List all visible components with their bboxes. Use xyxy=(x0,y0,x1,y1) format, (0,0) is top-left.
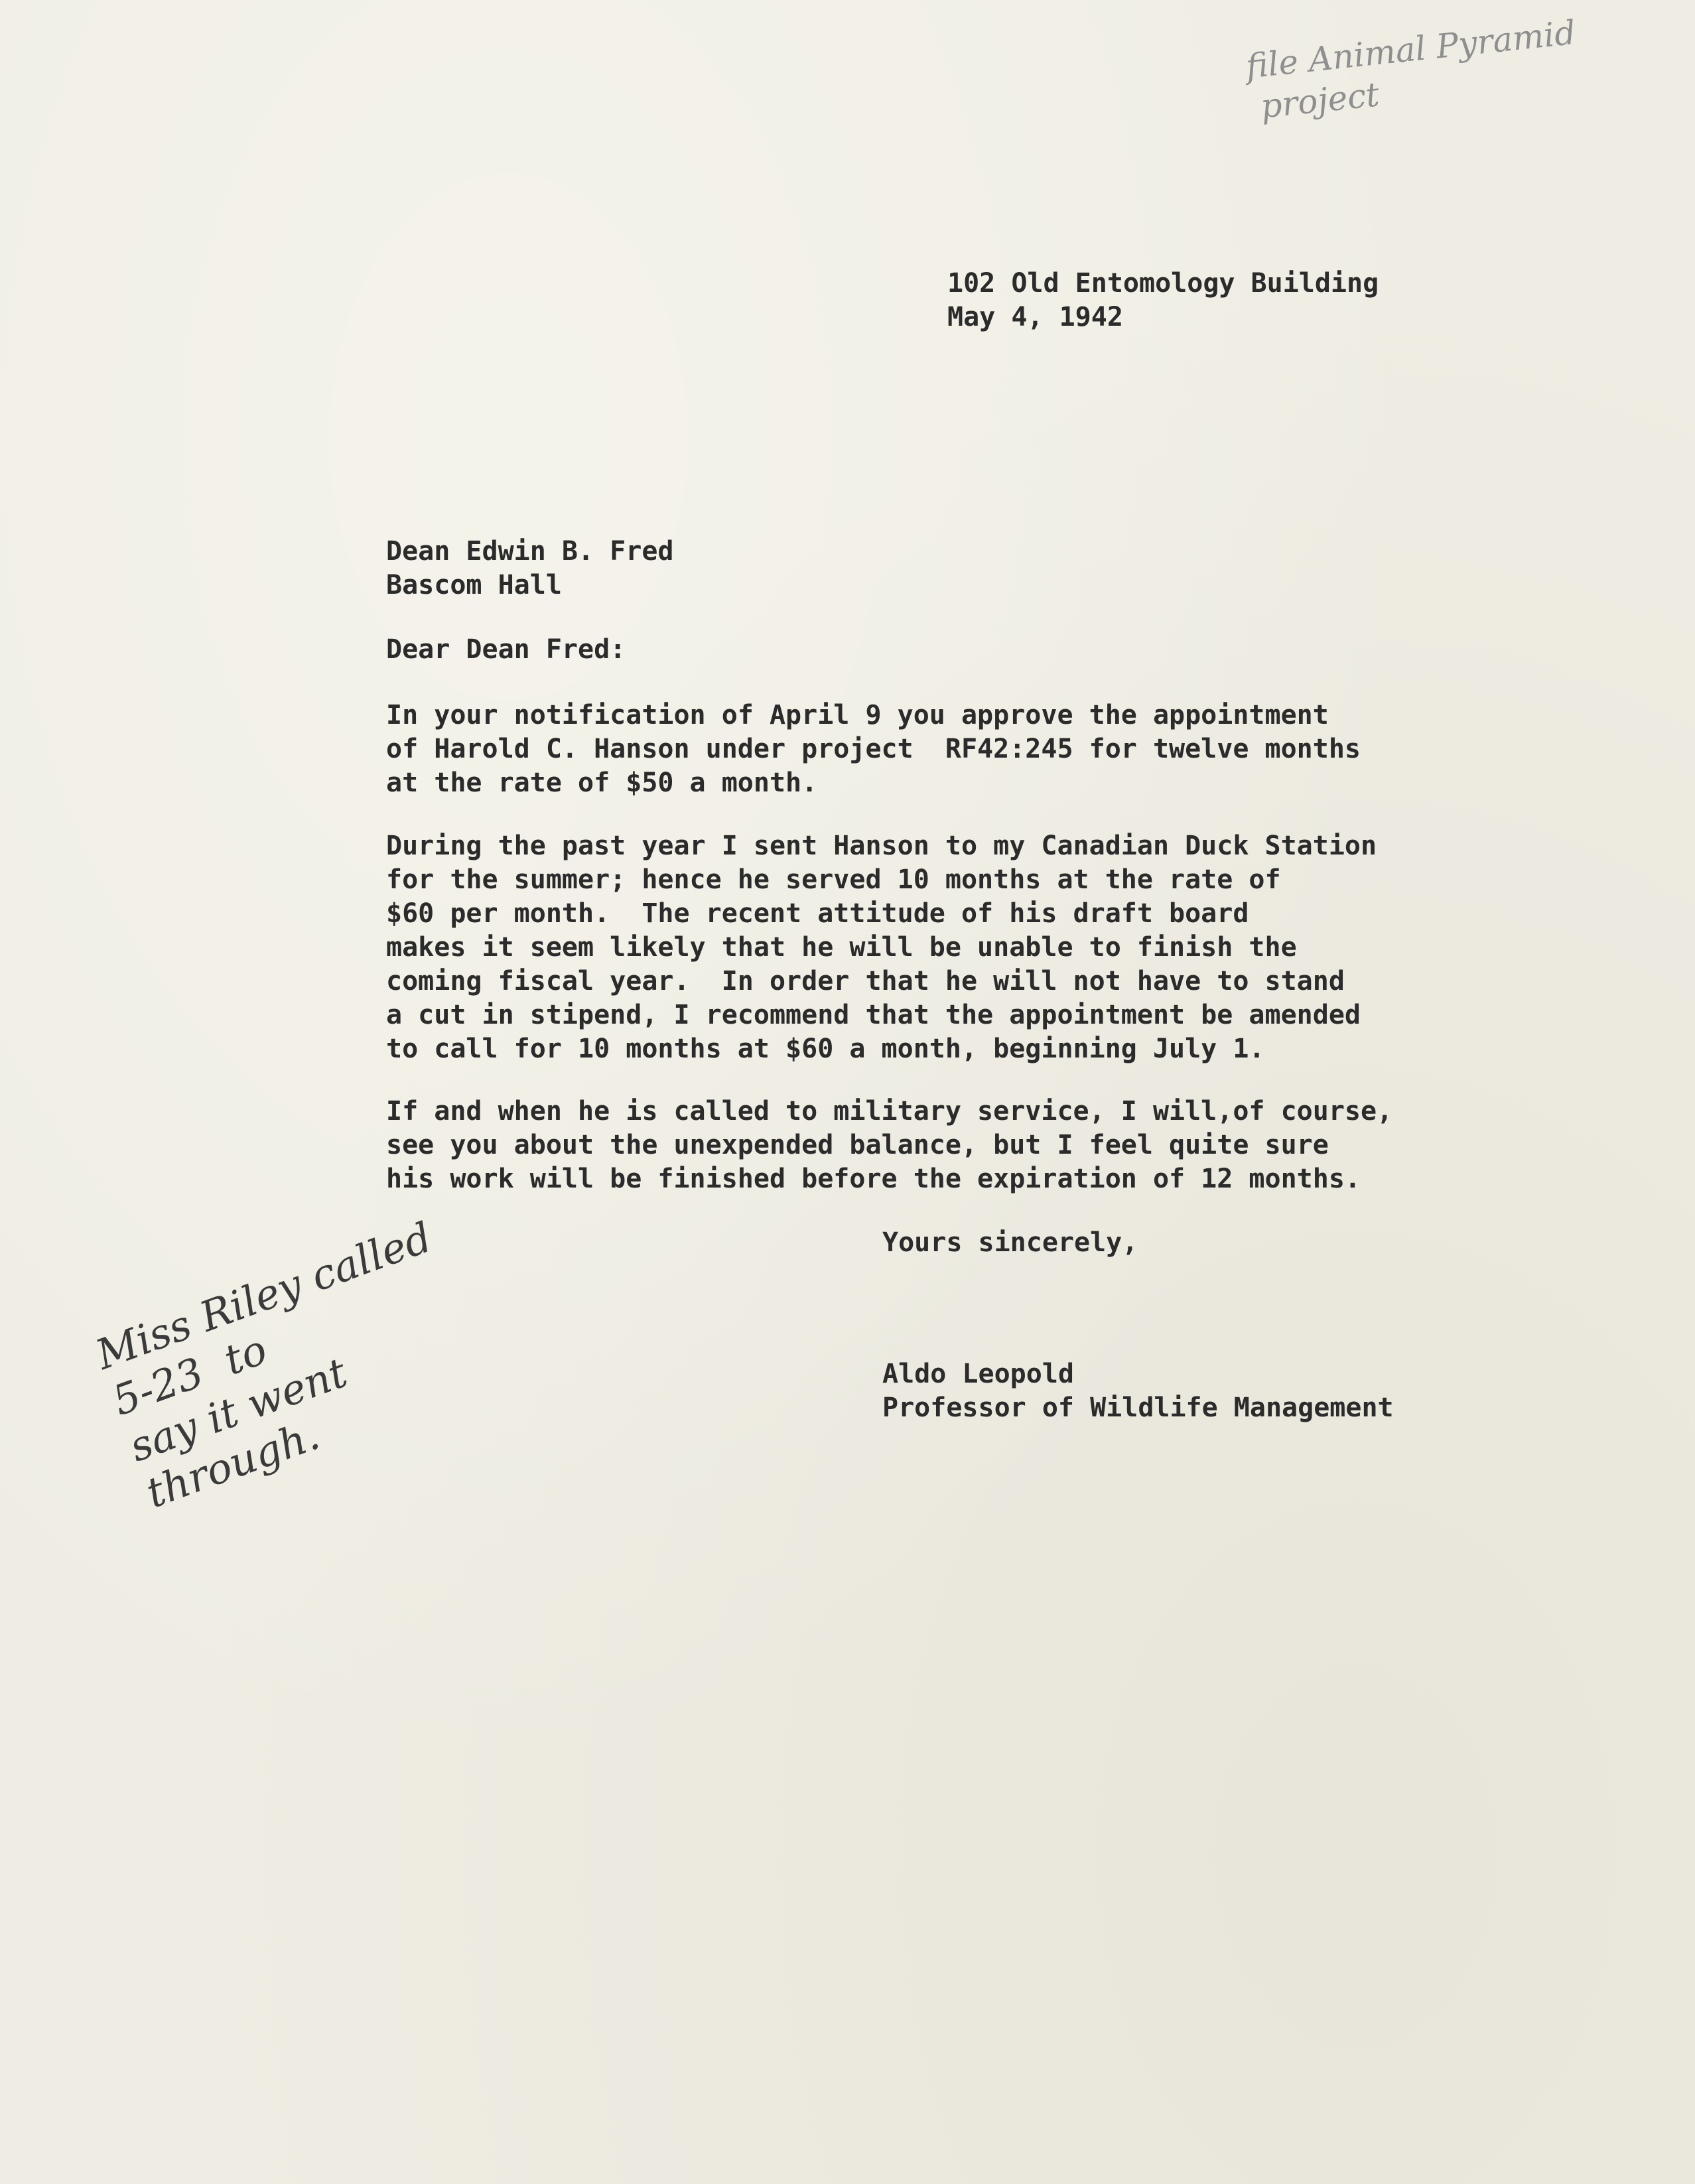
signature-block: Aldo Leopold Professor of Wildlife Management xyxy=(882,1359,1394,1423)
return-address: 102 Old Entomology Building May 4, 1942 xyxy=(947,268,1379,332)
handwritten-file-note: file Animal Pyramid project xyxy=(1244,13,1578,127)
body-paragraph: In your notification of April 9 you approve the appointment of Harold C. Hanson under project RF42:245 for twelve months at the rate of $50 a month. xyxy=(386,700,1361,798)
body-paragraph: During the past year I sent Hanson to my Canadian Duck Station for the summer; hence he served 10 months at the rate of $60 per month. The recent attitude of his draft board makes it seem likely that he will be unable to finish the coming fiscal year. In order that he will not have to stand a cut in stipend, I recommend that the appointment be amended to call for 10 months at $60 a month, beginning July 1. xyxy=(386,831,1377,1064)
closing: Yours sincerely, xyxy=(882,1227,1138,1258)
body-paragraph: If and when he is called to military service, I will,of course, see you about the unexpended balance, but I feel quite sure his work will be finished before the expiration of 12 months. xyxy=(386,1096,1393,1194)
salutation: Dear Dean Fred: xyxy=(386,634,626,665)
handwritten-margin-note: Miss Riley called 5-23 to say it went through. xyxy=(90,1212,439,1518)
inside-address: Dean Edwin B. Fred Bascom Hall xyxy=(386,536,674,600)
